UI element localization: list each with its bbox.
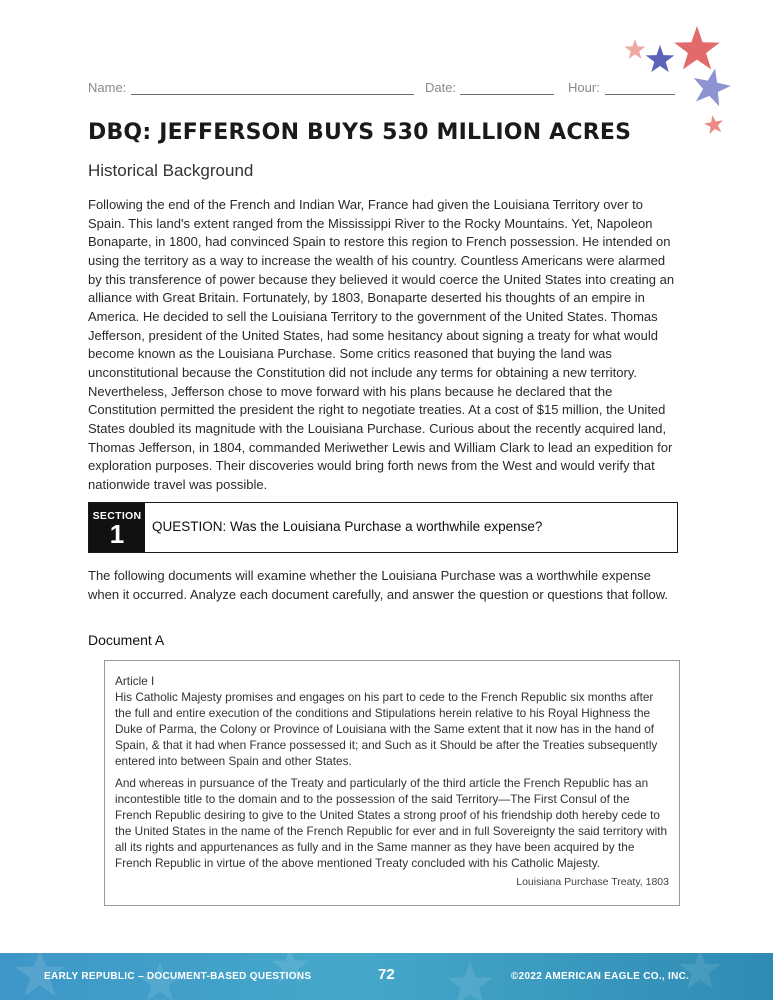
section-subheading: Historical Background	[88, 161, 254, 180]
section-question-box	[88, 502, 678, 553]
document-citation: Louisiana Purchase Treaty, 1803	[516, 876, 669, 889]
page-footer	[0, 953, 773, 1000]
document-paragraph-1: His Catholic Majesty promises and engages on his part to cede to the French Republic six months after the full and entire execution of the conditions and Stipulations herein relative to his Royal Highness the Duke of Parma, the Colony or Province of Louisiana with the Same extent that it now has in the hand of Spain, & that it had when France possessed it; and Such as it Should be after the Treaties subsequently entered into between Spain and other States.	[115, 690, 658, 769]
section-tag-number: 1	[109, 519, 125, 549]
name-field[interactable]	[131, 94, 414, 95]
student-info-header	[88, 80, 678, 98]
intro-text: The following documents will examine whether the Louisiana Purchase was a worthwhile expense when it occurred. Analyze each document carefully, and answer the question or questions that follow.	[88, 568, 669, 602]
section-tag	[89, 503, 145, 552]
document-a-box	[104, 660, 680, 906]
document-label: Document A	[88, 632, 165, 648]
red-star-icon	[674, 26, 720, 69]
section-question: QUESTION: Was the Louisiana Purchase a worthwhile expense?	[152, 519, 543, 534]
footer-copyright: ©2022 AMERICAN EAGLE CO., INC.	[511, 971, 690, 982]
hour-field[interactable]	[605, 94, 675, 95]
pink-star-icon	[625, 39, 646, 59]
page-number: 72	[378, 966, 395, 983]
document-heading: Article I	[115, 674, 155, 688]
footer-book-title: EARLY REPUBLIC – DOCUMENT-BASED QUESTIONS	[44, 971, 312, 982]
document-paragraph-2: And whereas in pursuance of the Treaty and particularly of the third article the French Republic has an incontestible title to the domain and to the possession of the said Territory—The First Consul of the French Republic desiring to give to the United States a strong proof of his friendship doth hereby cede to the United States in the name of the French Republic for ever and in full Sovereignty the said territory with all its rights and appurtenances as fully and in the Same manner as they have been acquired by the French Republic in virtue of the above mentioned Treaty concluded with his Catholic Majesty.	[115, 775, 668, 871]
date-label: Date:	[425, 80, 457, 95]
name-label: Name:	[88, 80, 127, 95]
blue-star-icon	[646, 45, 675, 72]
page-title: DBQ: JEFFERSON BUYS 530 MILLION ACRES	[88, 120, 632, 145]
lavender-star-icon	[689, 64, 734, 107]
background-paragraph: Following the end of the French and Indian War, France had given the Louisiana Territory over to Spain. This land's extent ranged from the Mississippi River to the Rocky Mountains. Yet, Napoleon Bonaparte, in 1800, had convinced Spain to restore this region to French possession. He intended on using the territory as a way to increase the wealth of his country. Countless Americans were alarmed by this transference of power because they believed it would coerce the United States into creating an alliance with Great Britain. Fortunately, by 1803, Bonaparte deserted his thoughts of an empire in America. He decided to sell the Louisiana Territory to the government of the United States. Thomas Jefferson, president of the United States, had some hesitancy about signing a treaty for what would become known as the Louisiana Purchase. Some critics reasoned that buying the land was unconstitutional because the Constitution did not include any terms for obtaining a new territory. Nevertheless, Jefferson chose to move forward with his plans because he declared that the Constitution permitted the president the right to negotiate treaties. At a cost of $15 million, the United States doubled its magnitude with the Louisiana Purchase. Curious about the recently acquired land, Thomas Jefferson, in 1804, commanded Meriwether Lewis and William Clark to lead an expedition for exploration purposes. Their discoveries would bring forth news from the West and would verify that nationwide travel was possible.	[88, 197, 675, 492]
hour-label: Hour:	[568, 80, 600, 95]
small-red-star-icon	[703, 114, 725, 135]
section-tag-word: SECTION	[92, 510, 142, 522]
date-field[interactable]	[460, 94, 554, 95]
